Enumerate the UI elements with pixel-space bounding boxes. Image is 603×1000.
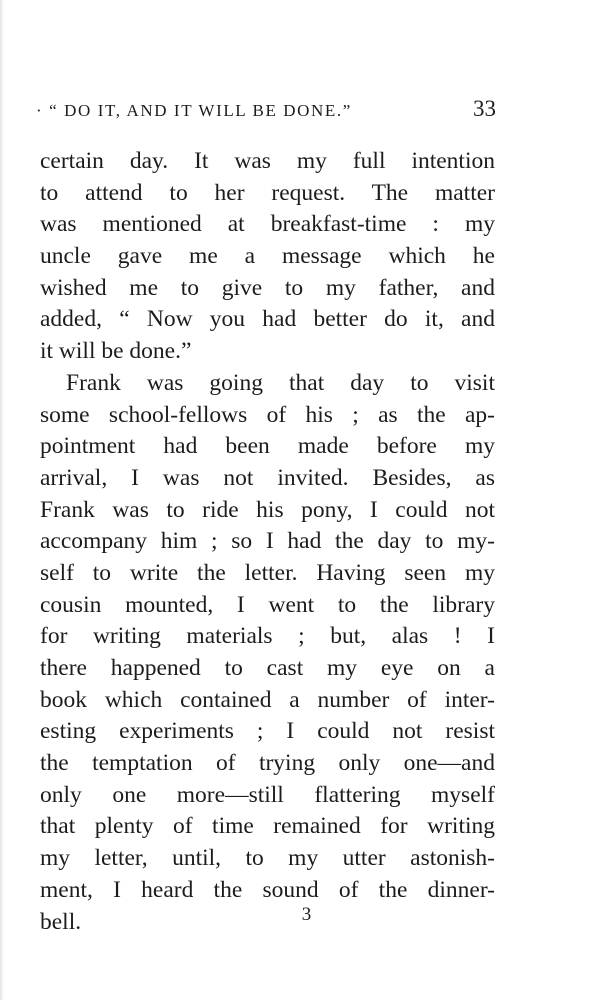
text-line: book which contained a number of inter-: [40, 686, 495, 713]
text-line: there happened to cast my eye on a: [40, 655, 495, 681]
text-line: Frank was going that day to visit: [66, 369, 495, 396]
running-title: · “ DO IT, AND IT WILL BE DONE.”: [36, 101, 352, 120]
paragraph: [40, 146, 495, 368]
body-text: [40, 146, 495, 938]
text-line: Frank was to ride his pony, I could not: [40, 496, 495, 523]
text-line: cousin mounted, I went to the library: [40, 591, 495, 618]
text-line: esting experiments ; I could not resist: [40, 718, 495, 745]
text-line: certain day. It was my full intention: [40, 148, 495, 174]
signature-mark: 3: [301, 904, 312, 925]
paragraph: [40, 368, 495, 938]
text-line: some school-fellows of his ; as the ap-: [40, 401, 495, 428]
text-line: uncle gave me a message which he: [40, 243, 495, 270]
text-line: pointment had been made before my: [40, 433, 495, 460]
text-line: to attend to her request. The matter: [40, 179, 495, 206]
text-line: bell.: [40, 908, 82, 935]
text-line: wished me to give to my father, and: [40, 274, 495, 301]
text-line: accompany him ; so I had the day to my-: [40, 528, 495, 555]
text-line: only one more—still flattering myself: [40, 781, 495, 808]
text-line: the temptation of trying only one—and: [40, 750, 495, 777]
text-line: it will be done.”: [40, 338, 192, 365]
text-line: added, “ Now you had better do it, and: [40, 306, 495, 333]
text-line: for writing materials ; but, alas ! I: [40, 623, 495, 650]
page-edge-shadow: [0, 0, 4, 1000]
text-line: ment, I heard the sound of the dinner-: [40, 876, 495, 903]
text-line: my letter, until, to my utter astonish-: [40, 845, 495, 872]
text-line: self to write the letter. Having seen my: [40, 559, 495, 586]
text-line: that plenty of time remained for writing: [40, 813, 495, 840]
page-number: 33: [473, 96, 496, 121]
text-line: was mentioned at breakfast-time : my: [40, 211, 495, 238]
text-line: arrival, I was not invited. Besides, as: [40, 464, 495, 491]
running-head: [36, 96, 496, 130]
